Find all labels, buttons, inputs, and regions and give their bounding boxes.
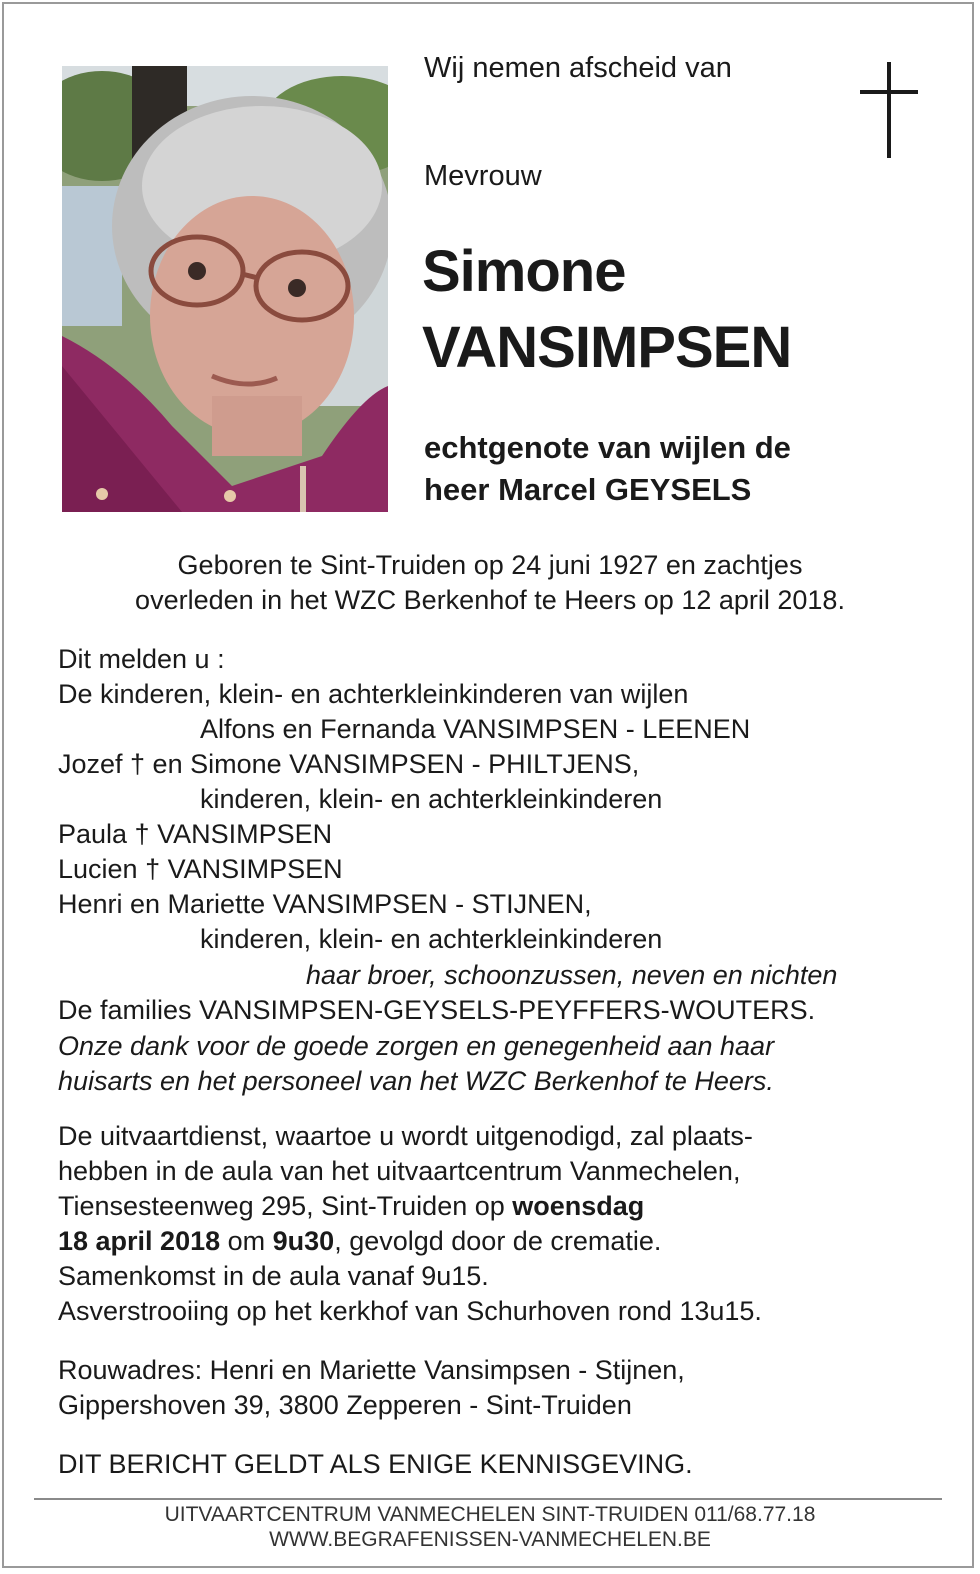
honorific: Mevrouw — [424, 160, 542, 192]
spouse-line-1: echtgenote van wijlen de — [424, 430, 791, 465]
announce-line: Alfons en Fernanda VANSIMPSEN - LEENEN — [200, 714, 751, 744]
footer-website: WWW.BEGRAFENISSEN-VANMECHELEN.BE — [269, 1528, 711, 1551]
footer-company: UITVAARTCENTRUM VANMECHELEN SINT-TRUIDEN 011/68.77.18 — [164, 1503, 816, 1526]
footer-divider — [34, 1498, 942, 1500]
announce-line: kinderen, klein- en achterkleinkinderen — [200, 784, 663, 814]
deceased-first-name: Simone — [422, 239, 626, 304]
address-line-2: Gippershoven 39, 3800 Zepperen - Sint-Truiden — [58, 1390, 632, 1420]
announce-line: Dit melden u : — [58, 644, 225, 674]
service-line: Samenkomst in de aula vanaf 9u15. — [58, 1261, 489, 1291]
service-day: woensdag — [512, 1191, 645, 1221]
birth-line-1: Geboren te Sint-Truiden op 24 juni 1927 en zachtjes — [177, 550, 803, 580]
service-line: De uitvaartdienst, waartoe u wordt uitgenodigd, zal plaats- — [58, 1121, 753, 1151]
announce-line: Henri en Mariette VANSIMPSEN - STIJNEN, — [58, 889, 592, 919]
deceased-last-name: VANSIMPSEN — [422, 315, 792, 380]
service-time: 9u30 — [272, 1226, 335, 1256]
service-text: om — [220, 1226, 273, 1256]
announce-line: kinderen, klein- en achterkleinkinderen — [200, 924, 663, 954]
service-line-date — [58, 1191, 644, 1222]
service-line: hebben in de aula van het uitvaartcentrum Vanmechelen, — [58, 1156, 741, 1186]
announce-line: Jozef † en Simone VANSIMPSEN - PHILTJENS, — [58, 749, 640, 779]
announce-line: De families VANSIMPSEN-GEYSELS-PEYFFERS-WOUTERS. — [58, 995, 816, 1025]
announce-line: Paula † VANSIMPSEN — [58, 819, 333, 849]
service-text: Tiensesteenweg 295, Sint-Truiden op — [58, 1191, 513, 1221]
announce-line: De kinderen, klein- en achterkleinkinderen van wijlen — [58, 679, 689, 709]
service-text: , gevolgd door de crematie. — [334, 1226, 662, 1256]
announce-line: haar broer, schoonzussen, neven en nichten — [306, 960, 838, 990]
service-line-time — [58, 1226, 661, 1257]
thanks-line-2: huisarts en het personeel van het WZC Berkenhof te Heers. — [58, 1066, 774, 1096]
notice-text: DIT BERICHT GELDT ALS ENIGE KENNISGEVING. — [58, 1449, 693, 1479]
service-date: 18 april 2018 — [58, 1226, 221, 1256]
portrait-photo — [62, 66, 388, 512]
thanks-line-1: Onze dank voor de goede zorgen en genegenheid aan haar — [58, 1031, 775, 1061]
spouse-line-2: heer Marcel GEYSELS — [424, 472, 752, 507]
announce-line: Lucien † VANSIMPSEN — [58, 854, 343, 884]
intro-text: Wij nemen afscheid van — [424, 52, 732, 84]
birth-line-2: overleden in het WZC Berkenhof te Heers op 12 april 2018. — [135, 585, 845, 615]
address-line-1: Rouwadres: Henri en Mariette Vansimpsen - Stijnen, — [58, 1355, 685, 1385]
cross-icon — [860, 62, 918, 158]
service-line: Asverstrooiing op het kerkhof van Schurhoven rond 13u15. — [58, 1296, 762, 1326]
